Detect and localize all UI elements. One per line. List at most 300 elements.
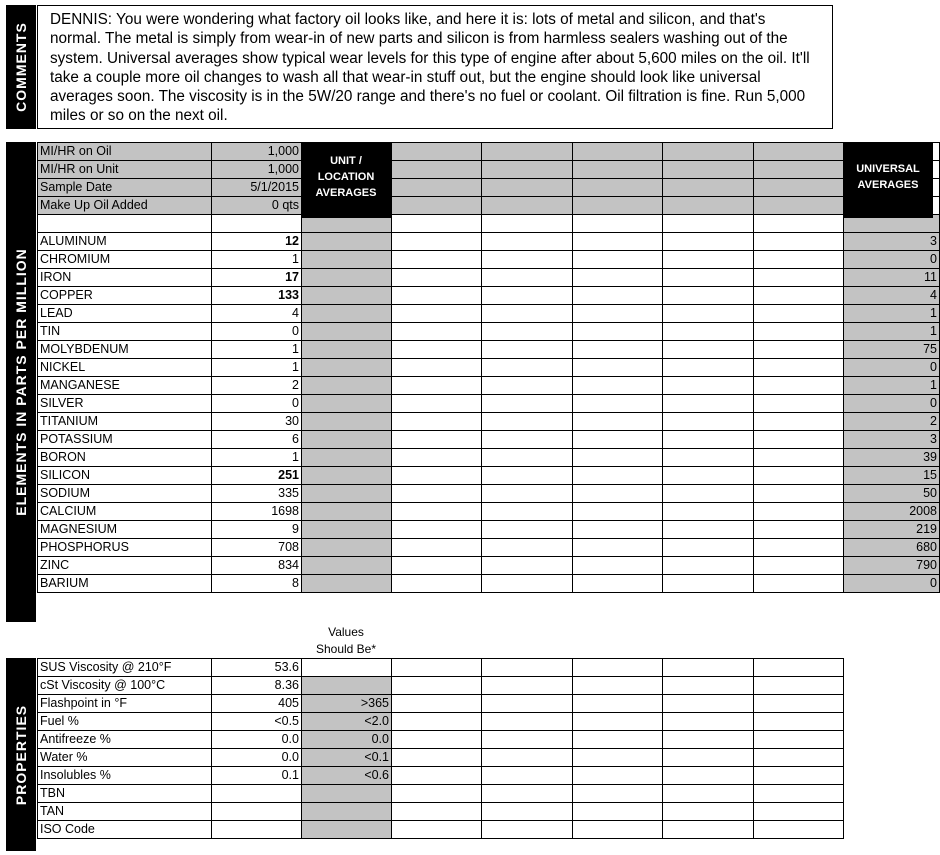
history-cell [754,215,844,233]
element-row [38,233,940,251]
history-cell [573,767,663,785]
element-row [38,287,940,305]
history-cell [392,467,482,485]
history-cell [663,305,754,323]
history-cell [663,341,754,359]
info-value: 1,000 [212,161,302,179]
history-cell [573,659,663,677]
property-name: cSt Viscosity @ 100°C [38,677,212,695]
history-cell [663,695,754,713]
history-cell [573,323,663,341]
history-cell [573,431,663,449]
spacer-cell [212,215,302,233]
unit-average-cell [302,377,392,395]
history-cell [573,749,663,767]
unit-average-cell [302,485,392,503]
unit-location-averages-header: UNIT / LOCATION AVERAGES [301,142,391,218]
history-cell [663,521,754,539]
history-cell [663,467,754,485]
history-cell [482,287,573,305]
history-cell [573,197,663,215]
history-cell [573,215,663,233]
element-name: BORON [38,449,212,467]
history-cell [392,557,482,575]
history-cell [754,785,844,803]
history-cell [663,251,754,269]
universal-average-value: 15 [844,467,940,485]
history-cell [573,503,663,521]
element-name: LEAD [38,305,212,323]
property-row [38,767,844,785]
unit-average-cell [302,413,392,431]
info-label: MI/HR on Oil [38,143,212,161]
history-cell [663,359,754,377]
history-cell [754,503,844,521]
element-row [38,467,940,485]
property-row [38,821,844,839]
history-cell [663,197,754,215]
unit-average-cell [302,359,392,377]
history-cell [573,179,663,197]
property-row [38,749,844,767]
element-row [38,395,940,413]
property-row [38,803,844,821]
info-label: MI/HR on Unit [38,161,212,179]
property-should-be: 0.0 [302,731,392,749]
history-cell [663,749,754,767]
element-name: ZINC [38,557,212,575]
history-cell [482,359,573,377]
history-cell [482,305,573,323]
universal-average-value: 2 [844,413,940,431]
element-name: BARIUM [38,575,212,593]
history-cell [482,269,573,287]
history-cell [482,467,573,485]
history-cell [663,539,754,557]
element-value: 30 [212,413,302,431]
history-cell [392,749,482,767]
unit-average-cell [302,287,392,305]
element-value: 4 [212,305,302,323]
element-name: MAGNESIUM [38,521,212,539]
property-name: SUS Viscosity @ 210°F [38,659,212,677]
element-row [38,323,940,341]
unit-average-cell [302,233,392,251]
history-cell [482,161,573,179]
universal-average-value: 3 [844,233,940,251]
history-cell [392,659,482,677]
universal-average-value: 3 [844,431,940,449]
history-cell [482,215,573,233]
history-cell [754,233,844,251]
history-cell [663,215,754,233]
history-cell [754,467,844,485]
history-cell [754,305,844,323]
element-value: 251 [212,467,302,485]
spacer-row [38,215,940,233]
history-cell [754,431,844,449]
property-should-be: <0.6 [302,767,392,785]
history-cell [754,143,844,161]
element-name: MANGANESE [38,377,212,395]
unit-average-cell [302,395,392,413]
universal-average-value: 790 [844,557,940,575]
history-cell [392,449,482,467]
element-value: 335 [212,485,302,503]
history-cell [392,179,482,197]
history-cell [663,785,754,803]
history-cell [573,575,663,593]
history-cell [392,287,482,305]
history-cell [573,251,663,269]
history-cell [482,197,573,215]
history-cell [482,539,573,557]
history-cell [482,251,573,269]
history-cell [573,269,663,287]
property-row [38,695,844,713]
element-value: 1 [212,341,302,359]
history-cell [392,539,482,557]
history-cell [573,485,663,503]
history-cell [573,539,663,557]
history-cell [482,485,573,503]
element-name: PHOSPHORUS [38,539,212,557]
universal-average-value: 39 [844,449,940,467]
element-value: 2 [212,377,302,395]
element-name: TIN [38,323,212,341]
element-value: 133 [212,287,302,305]
element-value: 6 [212,431,302,449]
element-name: IRON [38,269,212,287]
property-name: Water % [38,749,212,767]
history-cell [754,251,844,269]
element-value: 0 [212,323,302,341]
universal-average-value: 11 [844,269,940,287]
element-value: 9 [212,521,302,539]
properties-section-label: PROPERTIES [6,658,36,851]
element-name: SILVER [38,395,212,413]
history-cell [573,677,663,695]
history-cell [392,803,482,821]
history-cell [573,377,663,395]
property-name: Insolubles % [38,767,212,785]
history-cell [482,713,573,731]
history-cell [392,821,482,839]
element-row [38,485,940,503]
element-value: 708 [212,539,302,557]
history-cell [573,143,663,161]
element-value: 17 [212,269,302,287]
spacer-cell [38,215,212,233]
history-cell [663,233,754,251]
history-cell [663,713,754,731]
element-name: MOLYBDENUM [38,341,212,359]
property-name: TAN [38,803,212,821]
property-name: TBN [38,785,212,803]
universal-average-value: 1 [844,323,940,341]
history-cell [663,431,754,449]
element-name: SILICON [38,467,212,485]
history-cell [482,731,573,749]
history-cell [754,557,844,575]
universal-average-value: 0 [844,359,940,377]
unit-average-cell [302,431,392,449]
element-row [38,557,940,575]
unit-average-cell [302,305,392,323]
history-cell [663,395,754,413]
history-cell [482,395,573,413]
history-cell [482,785,573,803]
history-cell [573,305,663,323]
element-row [38,575,940,593]
history-cell [392,215,482,233]
property-value: 53.6 [212,659,302,677]
element-row [38,269,940,287]
values-should-be-note: Values Should Be* [315,625,377,656]
history-cell [663,503,754,521]
element-value: 12 [212,233,302,251]
history-cell [663,821,754,839]
elements-table [37,142,940,593]
history-cell [663,731,754,749]
universal-average-value: 0 [844,575,940,593]
history-cell [392,485,482,503]
history-cell [482,503,573,521]
property-should-be: <0.1 [302,749,392,767]
history-cell [754,269,844,287]
history-cell [392,269,482,287]
history-cell [482,377,573,395]
history-cell [482,557,573,575]
history-cell [573,713,663,731]
element-value: 0 [212,395,302,413]
property-should-be [302,785,392,803]
element-row [38,431,940,449]
history-cell [392,143,482,161]
property-name: Antifreeze % [38,731,212,749]
history-cell [754,395,844,413]
element-name: NICKEL [38,359,212,377]
history-cell [482,341,573,359]
property-should-be: <2.0 [302,713,392,731]
history-cell [482,521,573,539]
history-cell [392,575,482,593]
history-cell [573,821,663,839]
history-cell [754,287,844,305]
history-cell [663,449,754,467]
unit-average-cell [302,575,392,593]
history-cell [482,677,573,695]
history-cell [573,395,663,413]
history-cell [482,431,573,449]
history-cell [663,557,754,575]
element-name: TITANIUM [38,413,212,431]
history-cell [754,179,844,197]
history-cell [663,677,754,695]
history-cell [663,323,754,341]
history-cell [754,731,844,749]
element-name: CHROMIUM [38,251,212,269]
history-cell [392,395,482,413]
history-cell [663,161,754,179]
property-value: 0.0 [212,731,302,749]
universal-average-value: 2008 [844,503,940,521]
info-value: 5/1/2015 [212,179,302,197]
history-cell [754,449,844,467]
history-cell [392,431,482,449]
history-cell [482,413,573,431]
history-cell [663,377,754,395]
history-cell [482,233,573,251]
info-row [38,197,940,215]
history-cell [392,359,482,377]
history-cell [663,287,754,305]
history-cell [392,341,482,359]
history-cell [754,359,844,377]
element-row [38,449,940,467]
element-value: 1698 [212,503,302,521]
history-cell [573,233,663,251]
property-value [212,785,302,803]
property-should-be [302,659,392,677]
history-cell [573,161,663,179]
history-cell [754,749,844,767]
history-cell [663,803,754,821]
history-cell [392,161,482,179]
element-value: 1 [212,359,302,377]
element-name: ALUMINUM [38,233,212,251]
history-cell [754,161,844,179]
history-cell [482,749,573,767]
history-cell [392,767,482,785]
history-cell [392,677,482,695]
history-cell [482,575,573,593]
history-cell [663,659,754,677]
universal-average-value: 219 [844,521,940,539]
unit-average-cell [302,323,392,341]
history-cell [754,341,844,359]
element-name: COPPER [38,287,212,305]
universal-average-value: 75 [844,341,940,359]
element-row [38,305,940,323]
property-value [212,821,302,839]
element-name: POTASSIUM [38,431,212,449]
property-should-be [302,677,392,695]
history-cell [573,731,663,749]
history-cell [392,503,482,521]
history-cell [754,659,844,677]
history-cell [754,695,844,713]
history-cell [663,179,754,197]
history-cell [482,659,573,677]
unit-average-cell [302,251,392,269]
unit-average-cell [302,503,392,521]
property-value: 8.36 [212,677,302,695]
history-cell [392,713,482,731]
property-name: Fuel % [38,713,212,731]
universal-average-value: 0 [844,395,940,413]
history-cell [573,359,663,377]
property-should-be: >365 [302,695,392,713]
property-row [38,785,844,803]
history-cell [392,521,482,539]
info-row [38,161,940,179]
element-name: CALCIUM [38,503,212,521]
history-cell [663,485,754,503]
history-cell [754,713,844,731]
unit-average-cell [302,341,392,359]
history-cell [392,785,482,803]
history-cell [482,449,573,467]
history-cell [392,323,482,341]
element-value: 8 [212,575,302,593]
property-should-be [302,803,392,821]
history-cell [663,413,754,431]
property-name: ISO Code [38,821,212,839]
history-cell [392,695,482,713]
element-row [38,413,940,431]
universal-average-value: 680 [844,539,940,557]
history-cell [573,449,663,467]
element-row [38,521,940,539]
universal-average-value: 50 [844,485,940,503]
unit-average-cell [302,449,392,467]
element-value: 834 [212,557,302,575]
universal-averages-header: UNIVERSAL AVERAGES [843,142,933,218]
history-cell [573,695,663,713]
property-value: <0.5 [212,713,302,731]
history-cell [482,803,573,821]
history-cell [482,821,573,839]
property-row [38,713,844,731]
universal-average-value: 0 [844,251,940,269]
history-cell [573,785,663,803]
history-cell [754,521,844,539]
element-name: SODIUM [38,485,212,503]
history-cell [754,377,844,395]
history-cell [482,143,573,161]
history-cell [754,821,844,839]
unit-average-cell [302,467,392,485]
elements-section-label: ELEMENTS IN PARTS PER MILLION [6,142,36,622]
element-row [38,251,940,269]
history-cell [482,767,573,785]
history-cell [392,251,482,269]
history-cell [663,767,754,785]
element-value: 1 [212,449,302,467]
history-cell [573,521,663,539]
property-row [38,731,844,749]
property-should-be [302,821,392,839]
history-cell [754,803,844,821]
history-cell [573,341,663,359]
unit-average-cell [302,269,392,287]
history-cell [754,539,844,557]
universal-average-value: 1 [844,377,940,395]
history-cell [573,287,663,305]
history-cell [573,467,663,485]
element-row [38,377,940,395]
history-cell [754,323,844,341]
unit-average-cell [302,521,392,539]
history-cell [482,323,573,341]
info-value: 1,000 [212,143,302,161]
history-cell [663,269,754,287]
history-cell [663,143,754,161]
history-cell [754,677,844,695]
history-cell [754,575,844,593]
info-label: Sample Date [38,179,212,197]
